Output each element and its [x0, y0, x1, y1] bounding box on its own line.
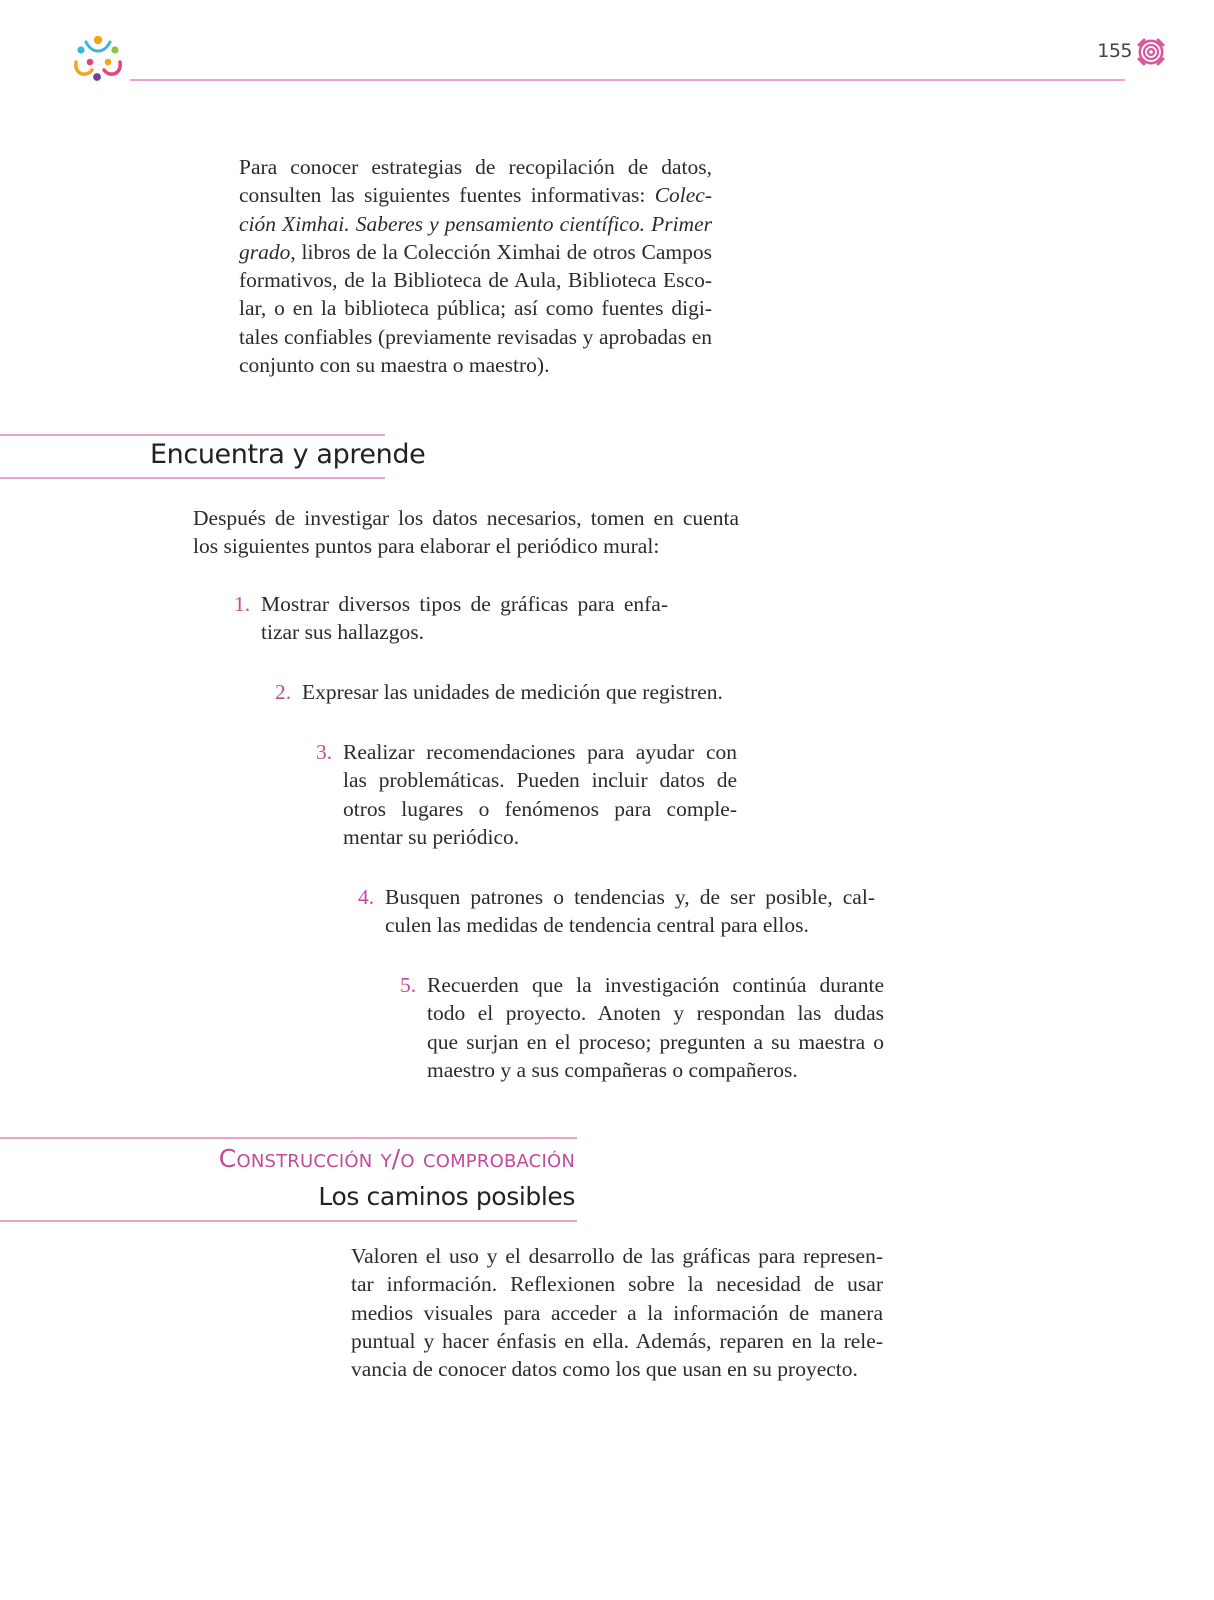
text-line — [351, 1355, 883, 1383]
page-number: 155 — [1097, 40, 1132, 62]
text-run: , libros de la Colección Ximhai de otros Campos — [290, 239, 712, 264]
item-text — [302, 678, 752, 706]
text-line — [212, 210, 712, 238]
section1-top-rule — [0, 434, 385, 436]
text-line — [212, 294, 712, 322]
item-number: 5. — [400, 973, 417, 997]
text-line — [212, 153, 712, 181]
section2-title: Los caminos posibles — [318, 1182, 575, 1211]
text-line — [351, 1327, 883, 1355]
text-run: tales confiables (previamente revisadas y aprobadas en — [239, 324, 712, 349]
text-run: formativos, de la Biblioteca de Aula, Biblioteca Esco- — [239, 268, 712, 293]
dots-figure-icon — [70, 32, 126, 84]
text-line — [427, 971, 884, 999]
text-run: Para conocer estrategias de recopilación de datos, — [239, 155, 712, 179]
text-line — [351, 1242, 883, 1270]
text-run: medios visuales para acceder a la información de manera — [351, 1300, 883, 1325]
text-line — [343, 795, 737, 823]
section1-bottom-rule — [0, 477, 385, 479]
text-run: tizar sus hallazgos. — [261, 620, 424, 645]
header — [0, 0, 1214, 90]
text-run: vancia de conocer datos como los que usan en su proyecto. — [351, 1357, 858, 1382]
section1-intro — [193, 504, 739, 561]
text-line — [212, 323, 712, 351]
text-run: maestro y a sus compañeras o compañeros. — [427, 1057, 798, 1082]
text-run: Después de investigar los datos necesarios, tomen en cuenta — [193, 506, 739, 530]
text-run: culen las medidas de tendencia central para ellos. — [385, 913, 809, 938]
text-run: tar información. Reflexionen sobre la necesidad de usar — [351, 1272, 883, 1297]
section2-kicker: Construcción y/o comprobación — [218, 1144, 575, 1173]
italic-run: grado — [239, 239, 291, 264]
text-run: las problemáticas. Pueden incluir datos de — [343, 768, 737, 793]
item-number: 3. — [316, 740, 333, 764]
pink-rosette-icon — [1136, 37, 1166, 67]
intro-paragraph — [212, 153, 712, 379]
item-text — [385, 883, 875, 940]
text-run: Realizar recomendaciones para ayudar con — [343, 740, 737, 764]
text-line — [212, 351, 712, 379]
text-run: Mostrar diversos tipos de gráficas para enfa- — [261, 592, 668, 616]
header-rule — [130, 79, 1125, 81]
text-line — [343, 823, 737, 851]
text-line — [343, 738, 737, 766]
text-line — [302, 678, 752, 706]
text-line — [193, 504, 739, 532]
text-run: Valoren el uso y el desarrollo de las gráficas para represen- — [351, 1244, 883, 1268]
section2-paragraph — [351, 1242, 883, 1383]
text-run: lar, o en la biblioteca pública; así como fuentes digi- — [239, 296, 712, 321]
text-run: consulten las siguientes fuentes informativas: — [239, 183, 655, 208]
section1-title: Encuentra y aprende — [150, 439, 426, 470]
text-run: conjunto con su maestra o maestro). — [239, 353, 550, 378]
text-run: Busquen patrones o tendencias y, de ser posible, cal- — [385, 885, 875, 909]
text-line — [193, 532, 739, 560]
text-line — [385, 883, 875, 911]
item-number: 4. — [358, 885, 375, 909]
text-run: Recuerden que la investigación continúa durante — [427, 973, 884, 997]
text-run: todo el proyecto. Anoten y respondan las dudas — [427, 1001, 884, 1026]
text-line — [427, 1028, 884, 1056]
item-number: 2. — [275, 680, 292, 704]
text-line — [261, 618, 668, 646]
item-number: 1. — [234, 592, 251, 616]
italic-run: ción Ximhai. Saberes y pensamiento científico. Primer — [239, 211, 712, 236]
text-line — [212, 238, 712, 266]
italic-run: Colec- — [654, 183, 712, 208]
text-run: mentar su periódico. — [343, 824, 520, 849]
text-line — [343, 766, 737, 794]
text-run: otros lugares o fenómenos para comple- — [343, 796, 737, 821]
section2-bottom-rule — [0, 1220, 577, 1222]
text-line — [351, 1299, 883, 1327]
text-line — [427, 1056, 884, 1084]
text-run: Expresar las unidades de medición que registren. — [302, 680, 723, 704]
item-text — [427, 971, 884, 1084]
text-run: puntual y hacer énfasis en ella. Además, reparen en la rele- — [351, 1328, 883, 1353]
item-text — [261, 590, 668, 647]
text-line — [351, 1270, 883, 1298]
item-text — [343, 738, 737, 851]
text-run: que surjan en el proceso; pregunten a su maestra o — [427, 1029, 884, 1054]
text-line — [212, 181, 712, 209]
text-line — [212, 266, 712, 294]
text-line — [261, 590, 668, 618]
text-line — [385, 911, 875, 939]
text-line — [427, 999, 884, 1027]
text-run: los siguientes puntos para elaborar el periódico mural: — [193, 534, 660, 559]
section2-top-rule — [0, 1137, 577, 1139]
